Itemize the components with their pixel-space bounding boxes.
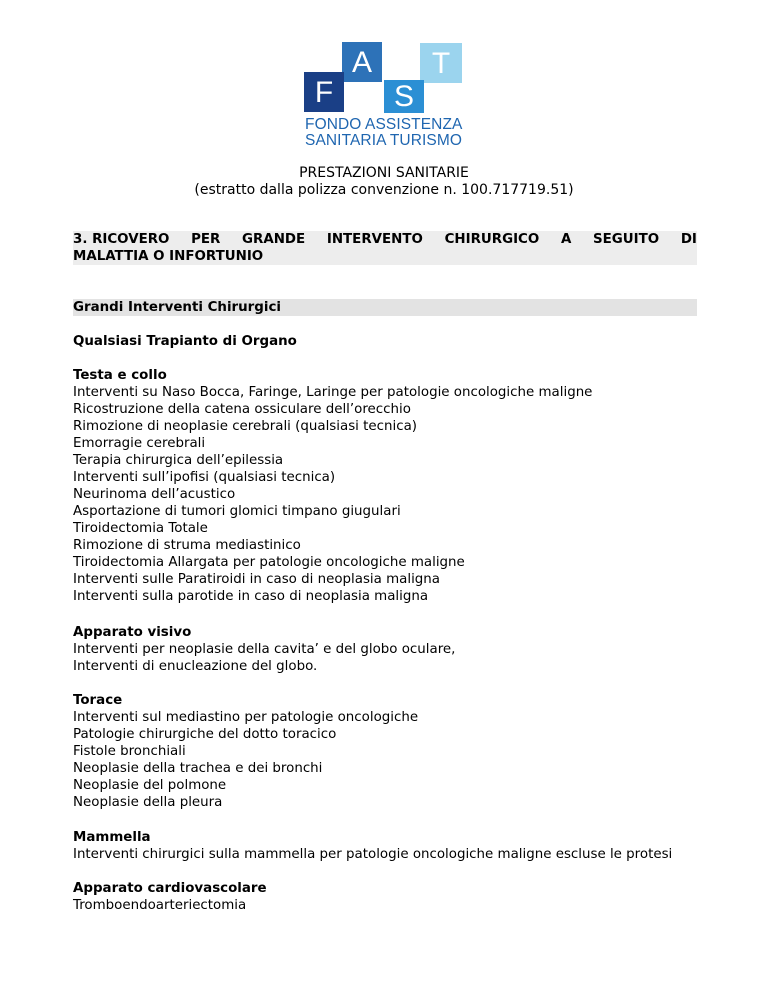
logo-letter-t: T (420, 43, 462, 83)
list-item: Tromboendoarteriectomia (73, 898, 247, 913)
list-item: Asportazione di tumori glomici timpano giugulari (73, 504, 401, 519)
list-item: Rimozione di struma mediastinico (73, 538, 301, 553)
transplant-block (73, 333, 733, 350)
list-item: Fistole bronchiali (73, 744, 186, 759)
list-item: Interventi per neoplasie della cavita’ e del globo oculare, (73, 642, 456, 657)
group-heading: Apparato cardiovascolare (73, 881, 267, 896)
list-item: Neurinoma dell’acustico (73, 487, 236, 502)
section-word: A (560, 232, 572, 247)
section-heading (73, 231, 697, 265)
list-item: Terapia chirurgica dell’epilessia (73, 453, 284, 468)
list-item: Interventi sulle Paratiroidi in caso di neoplasia maligna (73, 572, 440, 587)
list-item: Patologie chirurgiche del dotto toracico (73, 727, 337, 742)
list-item: Tiroidectomia Totale (73, 521, 208, 536)
list-item: Interventi sul mediastino per patologie oncologiche (73, 710, 419, 725)
logo-letter-s: S (384, 80, 424, 113)
group-heading: Torace (73, 693, 123, 708)
list-item: Interventi di enucleazione del globo. (73, 659, 318, 674)
logo-letter-a: A (342, 42, 382, 82)
logo-text-line2: SANITARIA TURISMO (305, 132, 463, 149)
group-torace (73, 692, 733, 811)
band-title: Grandi Interventi Chirurgici (73, 299, 697, 316)
group-apparato-cardiovascolare (73, 880, 733, 914)
section-word: SEGUITO (592, 232, 660, 247)
list-item: Neoplasie della trachea e dei bronchi (73, 761, 323, 776)
section-word: 3. RICOVERO (73, 232, 170, 247)
section-heading-line1 (73, 231, 697, 248)
section-word: CHIRURGICO (444, 232, 540, 247)
group-heading: Testa e collo (73, 368, 167, 383)
document-subtitle: (estratto dalla polizza convenzione n. 100.717719.51) (194, 182, 574, 198)
logo-letter-f: F (304, 72, 344, 112)
list-item: Neoplasie della pleura (73, 795, 223, 810)
group-testa-collo (73, 367, 733, 605)
logo-text-line1: FONDO ASSISTENZA (305, 116, 463, 133)
section-word: DI (680, 232, 697, 247)
group-heading: Mammella (73, 830, 151, 845)
section-word: PER (191, 232, 221, 247)
list-item: Interventi chirurgici sulla mammella per patologie oncologiche maligne escluse le protesi (73, 847, 673, 862)
section-word: GRANDE (242, 232, 306, 247)
transplant-heading: Qualsiasi Trapianto di Organo (73, 334, 297, 349)
group-apparato-visivo (73, 624, 733, 675)
list-item: Emorragie cerebrali (73, 436, 206, 451)
group-heading: Apparato visivo (73, 625, 192, 640)
list-item: Interventi sulla parotide in caso di neoplasia maligna (73, 589, 429, 604)
document-title: PRESTAZIONI SANITARIE (299, 165, 469, 181)
list-item: Rimozione di neoplasie cerebrali (qualsiasi tecnica) (73, 419, 417, 434)
group-mammella (73, 829, 733, 863)
list-item: Neoplasie del polmone (73, 778, 227, 793)
fast-logo (304, 42, 464, 154)
list-item: Tiroidectomia Allargata per patologie oncologiche maligne (73, 555, 465, 570)
list-item: Interventi su Naso Bocca, Faringe, Laringe per patologie oncologiche maligne (73, 385, 593, 400)
list-item: Ricostruzione della catena ossiculare dell’orecchio (73, 402, 411, 417)
section-word: INTERVENTO (326, 232, 423, 247)
section-heading-line2: MALATTIA O INFORTUNIO (73, 249, 264, 264)
list-item: Interventi sull’ipofisi (qualsiasi tecnica) (73, 470, 336, 485)
